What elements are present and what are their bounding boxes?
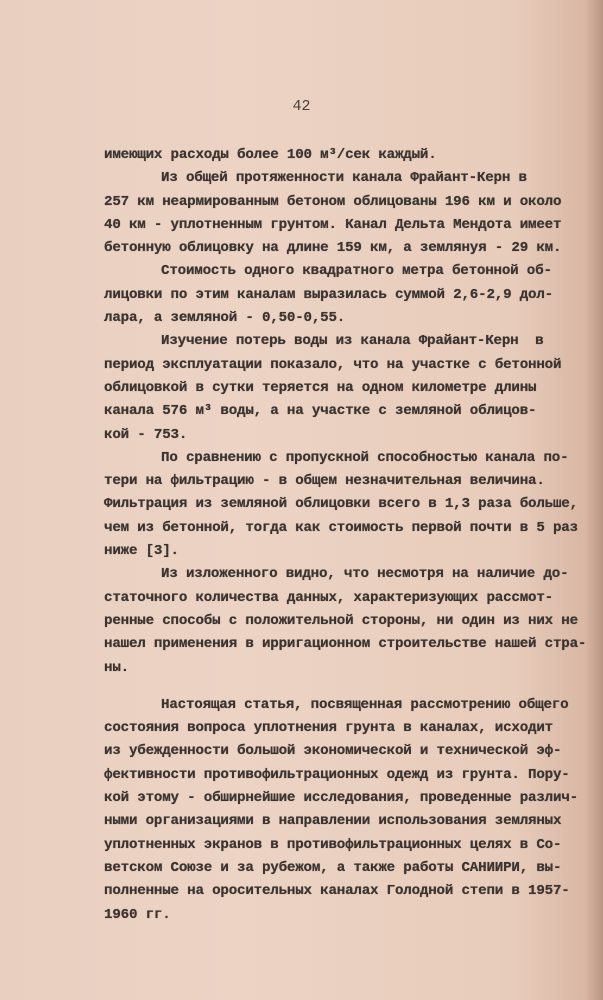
text-line: канала 576 м³ воды, а на участке с земляной облицов- [104,403,537,420]
paragraph-start: Изучение потерь воды из канала Фрайант-Керн в [161,333,544,350]
text-line: Фильтрация из земляной облицовки всего в 1,3 раза больше, [104,496,578,513]
text-line: 1960 гг. [104,906,171,923]
text-line: ветском Союзе и за рубежом, а также работы САНИИРИ, вы- [104,859,562,876]
paragraph-start: Из изложенного видно, что несмотря на наличие до- [161,566,569,583]
text-line: период эксплуатации показало, что на участке с бетонной [104,356,562,373]
text-line: 257 км неармированным бетоном облицованы 196 км и около [104,193,562,210]
page-number: 42 [292,98,311,115]
text-line: кой этому - обширнейшие исследования, проведенные различ- [104,790,578,807]
text-line: тери на фильтрацию - в общем незначительная величина. [104,473,545,490]
text-line: лицовки по этим каналам выразилась суммой 2,6-2,9 дол- [104,286,553,303]
typewritten-body [104,144,603,927]
paragraph-start: Из общей протяженности канала Фрайант-Керн в [161,170,527,187]
text-line: ренные способы с положительной стороны, ни один из них не [104,612,578,629]
text-line: статочного количества данных, характеризующих рассмот- [104,589,553,606]
text-line: ными организациями в направлении использования земляных [104,813,562,830]
text-line: ны. [104,659,129,676]
text-line: имеющих расходы более 100 м³/сек каждый. [104,147,437,163]
text-line: кой - 753. [104,426,188,443]
paragraph-gap [104,680,603,694]
text-line: 40 км - уплотненным грунтом. Канал Дельта Мендота имеет [104,216,562,233]
text-line: ниже [3]. [104,543,179,560]
text-line: из убежденности большой экономической и технической эф- [104,743,562,760]
text-line: нашел применения в ирригационном строительстве нашей стра- [104,636,587,653]
text-line: бетонную облицовку на длине 159 км, а землянуя - 29 км. [104,240,562,257]
text-line: уплотненных экранов в противофильтрационных целях в Со- [104,836,562,853]
paragraph-start: Стоимость одного квадратного метра бетонной об- [161,263,552,280]
paragraph-start: Настоящая статья, посвященная рассмотрению общего [161,696,569,713]
text-line: полненные на оросительных каналах Голодной степи в 1957- [104,883,570,900]
text-line: облицовкой в сутки теряется на одном километре длины [104,379,537,396]
text-line: фективности противофильтрационных одежд из грунта. Пору- [104,766,570,783]
paragraph-start: По сравнению с пропускной способностью канала по- [161,449,569,466]
text-line: лара, а земляной - 0,50-0,55. [104,310,346,327]
text-line: состояния вопроса уплотнения грунта в каналах, исходит [104,720,553,737]
text-line: чем из бетонной, тогда как стоимость первой почти в 5 раз [104,519,578,536]
